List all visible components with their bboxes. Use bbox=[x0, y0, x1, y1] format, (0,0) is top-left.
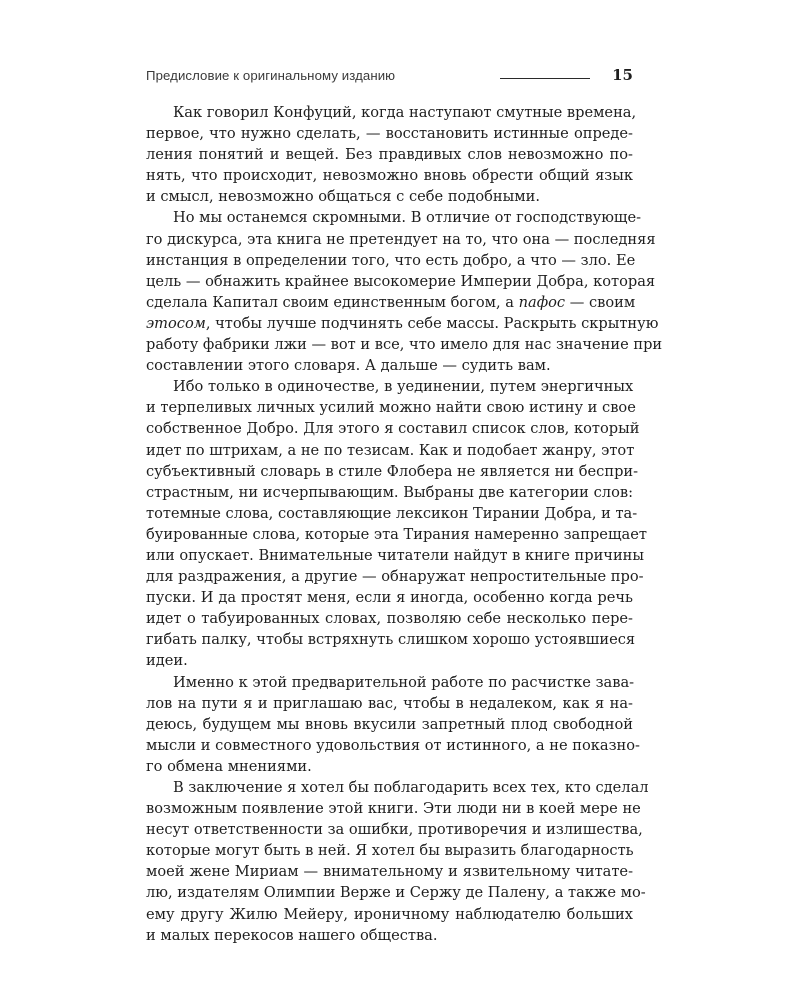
running-title: Предисловие к оригинальному изданию bbox=[146, 68, 396, 83]
text-line: деюсь, будущем мы вновь вкусили запретный плод свободной bbox=[146, 715, 633, 733]
text-line: несут ответственности за ошибки, противоречия и излишества, bbox=[146, 821, 643, 839]
header-rule bbox=[500, 78, 590, 79]
text-segment: , чтобы лучше подчинять себе массы. Раскрыть скрытную bbox=[205, 314, 659, 332]
text-line: субъективный словарь в стиле Флобера не является ни беспри- bbox=[146, 462, 639, 480]
text-line: го дискурса, эта книга не претендует на то, что она — последняя bbox=[146, 230, 656, 248]
text-line: для раздражения, а другие — обнаружат непростительные про- bbox=[146, 568, 644, 586]
text-line: гибать палку, чтобы встряхнуть слишком хорошо устоявшиеся bbox=[146, 631, 636, 649]
text-line: лю, издателям Олимпии Верже и Сержу де Палену, а также мо- bbox=[146, 884, 646, 902]
text-line: буированные слова, которые эта Тирания намеренно запрещает bbox=[146, 525, 647, 543]
text-line: пуски. И да простят меня, если я иногда, особенно когда речь bbox=[146, 589, 633, 607]
text-line: и терпеливых личных усилий можно найти свою истину и свое bbox=[146, 399, 636, 417]
text-line: Как говорил Конфуций, когда наступают смутные времена, bbox=[173, 104, 637, 121]
text-line: ления понятий и вещей. Без правдивых слов невозможно по- bbox=[146, 146, 633, 164]
text-line-with-italic bbox=[146, 313, 659, 334]
body-text bbox=[146, 102, 663, 946]
text-line: которые могут быть в ней. Я хотел бы выразить благодарность bbox=[146, 842, 634, 860]
text-line: страстным, ни исчерпывающим. Выбраны две категории слов: bbox=[146, 483, 633, 501]
text-line: нять, что происходит, невозможно вновь обрести общий язык bbox=[146, 167, 633, 185]
text-line: первое, что нужно сделать, — восстановить истинные опреде- bbox=[146, 125, 633, 143]
text-line: инстанция в определении того, что есть добро, а что — зло. Ее bbox=[146, 251, 636, 269]
text-line: моей жене Мириам — внимательному и язвительному читате- bbox=[146, 863, 633, 881]
paragraph-3 bbox=[146, 376, 647, 671]
text-segment: — своим bbox=[565, 293, 636, 311]
text-line: и смысл, невозможно общаться с себе подобными. bbox=[146, 188, 540, 206]
text-line: работу фабрики лжи — вот и все, что имело для нас значение при bbox=[146, 336, 663, 354]
italic-word-etos: этосом bbox=[146, 314, 206, 332]
text-line: и малых перекосов нашего общества. bbox=[146, 926, 438, 944]
text-line: возможным появление этой книги. Эти люди ни в коей мере не bbox=[146, 800, 641, 818]
text-line: го обмена мнениями. bbox=[146, 757, 312, 775]
paragraph-4 bbox=[146, 672, 640, 777]
italic-word-pafos: пафос bbox=[518, 293, 566, 311]
text-line: собственное Добро. Для этого я составил список слов, который bbox=[146, 420, 640, 438]
paragraph-1 bbox=[146, 102, 637, 207]
page-header bbox=[146, 66, 633, 90]
text-line: идет по штрихам, а не по тезисам. Как и подобает жанру, этот bbox=[146, 441, 635, 459]
paragraph-5 bbox=[146, 777, 649, 946]
text-line: Но мы останемся скромными. В отличие от господствующе- bbox=[173, 209, 642, 227]
text-line: лов на пути я и приглашаю вас, чтобы в недалеком, как я на- bbox=[146, 694, 633, 712]
text-line: Именно к этой предварительной работе по расчистке зава- bbox=[173, 673, 635, 691]
text-line: идет о табуированных словах, позволяю себе несколько пере- bbox=[146, 610, 633, 628]
text-line: В заключение я хотел бы поблагодарить всех тех, кто сделал bbox=[173, 779, 649, 796]
text-line-with-italic bbox=[146, 292, 636, 313]
text-line: цель — обнажить крайнее высокомерие Империи Добра, которая bbox=[146, 272, 656, 290]
text-segment: сделала Капитал своим единственным богом, а bbox=[146, 293, 519, 311]
text-line: идеи. bbox=[146, 652, 188, 670]
text-line: составлении этого словаря. А дальше — судить вам. bbox=[146, 357, 551, 375]
text-line: или опускает. Внимательные читатели найдут в книге причины bbox=[146, 546, 645, 564]
text-line: ему другу Жилю Мейеру, ироничному наблюдателю больших bbox=[146, 905, 633, 923]
text-line: тотемные слова, составляющие лексикон Тирании Добра, и та- bbox=[146, 504, 638, 522]
page-number: 15 bbox=[612, 66, 633, 84]
text-line: Ибо только в одиночестве, в уединении, путем энергичных bbox=[173, 378, 634, 396]
text-line: мысли и совместного удовольствия от истинного, а не показно- bbox=[146, 736, 640, 754]
paragraph-2 bbox=[146, 207, 663, 376]
